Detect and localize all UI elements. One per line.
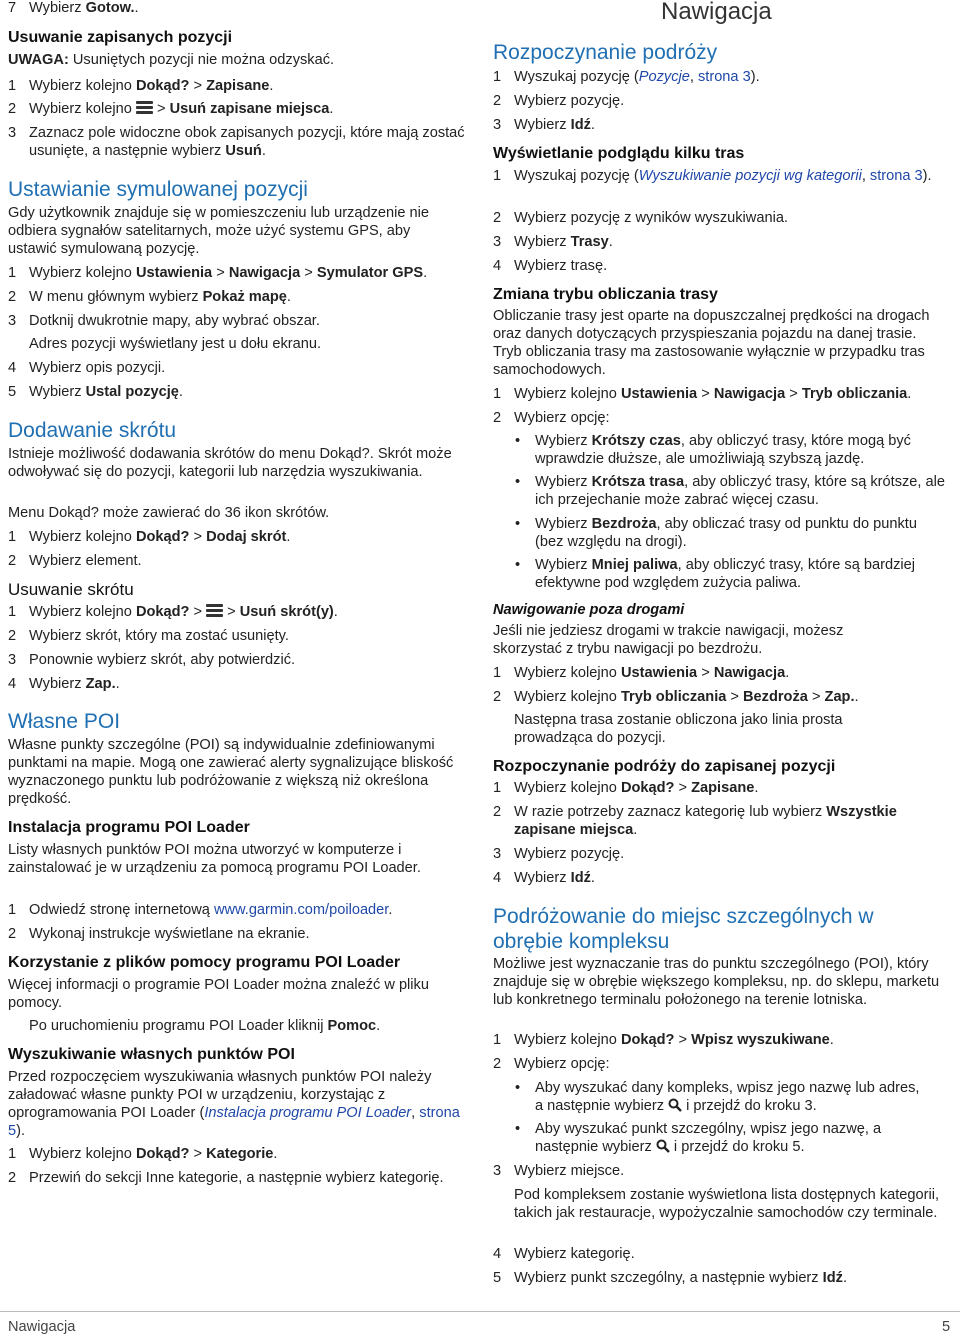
simulated-location-title: Ustawianie symulowanej pozycji: [8, 178, 308, 201]
start-trip-step-1: 1 Wyszukaj pozycję (Pozycje, strona 3).: [493, 69, 760, 85]
menu-icon: [136, 101, 153, 114]
category-search-link[interactable]: Wyszukiwanie pozycji wg kategorii: [638, 168, 862, 184]
venue-title: Podróżowanie do miejsc szczególnych w obrębie kompleksu: [493, 905, 874, 953]
page-header: Nawigacja: [661, 0, 772, 25]
saved-trip-step-1: 1 Wybierz kolejno Dokąd? > Zapisane.: [493, 780, 759, 796]
find-poi-text: Przed rozpoczęciem wyszukiwania własnych punktów POI należy załadować własne punkty POI w urządzeniu, korzystając z oprogramowania POI Loader (Instalacja programu POI Loader, strona 5).: [8, 1069, 460, 1139]
poi-install-step-2: 2 Wykonaj instrukcje wyświetlane na ekranie.: [8, 926, 310, 942]
remove-shortcut-step-1: 1 Wybierz kolejno Dokąd? > > Usuń skrót(y).: [8, 604, 338, 620]
positions-link[interactable]: Pozycje: [638, 69, 690, 85]
add-shortcut-limit: Menu Dokąd? może zawierać do 36 ikon skrótów.: [8, 505, 330, 521]
warning-note: UWAGA: Usuniętych pozycji nie można odzyskać.: [8, 52, 335, 68]
off-road-title: Nawigowanie poza drogami: [493, 602, 685, 618]
start-trip-step-2: 2 Wybierz pozycję.: [493, 93, 625, 109]
option-less-fuel: • Wybierz Mniej paliwa, aby obliczyć trasy, które są bardziej efektywne pod względem zużycia paliwa.: [515, 557, 915, 591]
off-road-note: Następna trasa zostanie obliczona jako linia prosta prowadząca do pozycji.: [514, 712, 843, 746]
menu-icon: [206, 604, 223, 617]
multi-route-step-4: 4 Wybierz trasę.: [493, 258, 608, 274]
poi-help-title: Korzystanie z plików pomocy programu POI Loader: [8, 954, 401, 971]
calc-mode-title: Zmiana trybu obliczania trasy: [493, 286, 718, 303]
add-shortcut-step-1: 1 Wybierz kolejno Dokąd? > Dodaj skrót.: [8, 529, 291, 545]
remove-shortcut-step-4: 4 Wybierz Zap..: [8, 676, 120, 692]
calc-mode-step-1: 1 Wybierz kolejno Ustawienia > Nawigacja > Tryb obliczania.: [493, 386, 912, 402]
footer-divider: [0, 1311, 960, 1312]
start-trip-title: Rozpoczynanie podróży: [493, 41, 718, 64]
simulated-step-5: 5 Wybierz Ustal pozycję.: [8, 384, 183, 400]
footer-page-number: 5: [942, 1319, 951, 1335]
off-road-step-2: 2 Wybierz kolejno Tryb obliczania > Bezdroża > Zap..: [493, 689, 859, 705]
remove-shortcut-title: Usuwanie skrótu: [8, 580, 134, 599]
venue-step-2: 2 Wybierz opcję:: [493, 1056, 610, 1072]
venue-step-3: 3 Wybierz miejsce.: [493, 1163, 625, 1179]
poi-loader-install-text: Listy własnych punktów POI można utworzyć w komputerze i zainstalować je w urządzeniu za pomocą programu POI Loader.: [8, 842, 421, 876]
page-3-link[interactable]: strona 3: [697, 69, 751, 85]
multi-route-step-2: 2 Wybierz pozycję z wyników wyszukiwania.: [493, 210, 788, 226]
simulated-step-1: 1 Wybierz kolejno Ustawienia > Nawigacja > Symulator GPS.: [8, 265, 428, 281]
footer-section: Nawigacja: [8, 1319, 76, 1335]
custom-poi-title: Własne POI: [8, 710, 121, 733]
start-trip-step-3: 3 Wybierz Idź.: [493, 117, 595, 133]
poi-help-instruction: Po uruchomieniu programu POI Loader kliknij Pomoc.: [29, 1018, 381, 1034]
find-poi-title: Wyszukiwanie własnych punktów POI: [8, 1046, 295, 1063]
simulated-step-3: 3 Dotknij dwukrotnie mapy, aby wybrać obszar.: [8, 313, 320, 329]
venue-step-5: 5 Wybierz punkt szczególny, a następnie wybierz Idź.: [493, 1270, 847, 1286]
multi-route-step-3: 3 Wybierz Trasy.: [493, 234, 613, 250]
saved-trip-step-4: 4 Wybierz Idź.: [493, 870, 595, 886]
option-off-road: • Wybierz Bezdroża, aby obliczać trasy od punktu do punktu (bez względu na drogi).: [515, 516, 917, 550]
saved-trip-step-3: 3 Wybierz pozycję.: [493, 846, 625, 862]
search-icon: [656, 1139, 670, 1153]
gotow-step: 7 Wybierz Gotow..: [8, 0, 139, 16]
add-shortcut-title: Dodawanie skrótu: [8, 419, 177, 442]
find-poi-step-2: 2 Przewiń do sekcji Inne kategorie, a następnie wybierz kategorię.: [8, 1170, 444, 1186]
off-road-text: Jeśli nie jedziesz drogami w trakcie nawigacji, możesz skorzystać z trybu nawigacji po bezdrożu.: [493, 623, 844, 657]
page-3-link[interactable]: strona 3: [869, 168, 923, 184]
venue-option-complex: • Aby wyszukać dany kompleks, wpisz jego nazwę lub adres, a następnie wybierz i przejdź do kroku 3.: [515, 1080, 920, 1114]
simulated-step-4: 4 Wybierz opis pozycji.: [8, 360, 166, 376]
custom-poi-text: Własne punkty szczególne (POI) są indywidualnie zdefiniowanymi punktami na mapie. Mogą one zawierać alerty sygnalizujące bliskość wyznaczonego punktu lub podróżowanie z większą niż określona prędkość.: [8, 737, 454, 807]
poi-loader-install-link[interactable]: Instalacja programu POI Loader: [204, 1105, 412, 1121]
calc-mode-text: Obliczanie trasy jest oparte na dopuszczalnej prędkości na drogach oraz danych dotyczących przyspieszania pojazdu na danej trasie. Tryb obliczania trasy ma zastosowanie wyłącznie w przypadku tras samochodowych.: [493, 308, 930, 378]
add-shortcut-text: Istnieje możliwość dodawania skrótów do menu Dokąd?. Skrót może odwoływać się do pozycji, kategorii lub narzędzia wyszukiwania.: [8, 446, 452, 480]
option-shorter-route: • Wybierz Krótsza trasa, aby obliczyć trasy, które są krótsze, ale ich przejechanie może zabrać więcej czasu.: [515, 474, 946, 508]
delete-saved-step-1: 1 Wybierz kolejno Dokąd? > Zapisane.: [8, 78, 274, 94]
venue-text: Możliwe jest wyznaczanie tras do punktu szczególnego (POI), który znajduje się w obrębie większego kompleksu, np. do sklepu, marketu lub konkretnego terminalu położonego na terenie lotniska.: [493, 956, 940, 1008]
poi-help-text: Więcej informacji o programie POI Loader można znaleźć w pliku pomocy.: [8, 977, 429, 1011]
saved-trip-step-2: 2 W razie potrzeby zaznacz kategorię lub wybierz Wszystkie zapisane miejsca.: [493, 804, 897, 838]
calc-mode-step-2: 2 Wybierz opcję:: [493, 410, 610, 426]
remove-shortcut-step-2: 2 Wybierz skrót, który ma zostać usunięty.: [8, 628, 289, 644]
simulated-step-2: 2 W menu głównym wybierz Pokaż mapę.: [8, 289, 291, 305]
saved-trip-title: Rozpoczynanie podróży do zapisanej pozycji: [493, 758, 836, 775]
search-icon: [668, 1098, 682, 1112]
poi-install-step-1: 1 Odwiedź stronę internetową www.garmin.com/poiloader.: [8, 902, 393, 918]
poi-loader-install-title: Instalacja programu POI Loader: [8, 819, 250, 836]
delete-saved-title: Usuwanie zapisanych pozycji: [8, 29, 233, 46]
delete-saved-step-3: 3 Zaznacz pole widoczne obok zapisanych pozycji, które mają zostać usunięte, a następnie wybierz Usuń.: [8, 125, 465, 159]
page-5-link[interactable]: strona 5: [8, 1105, 460, 1139]
multi-route-title: Wyświetlanie podglądu kilku tras: [493, 145, 745, 162]
simulated-location-text: Gdy użytkownik znajduje się w pomieszczeniu lub urządzenie nie odbiera sygnałów satelitarnych, może użyć systemu GPS, aby ustawić symulowaną pozycję.: [8, 205, 430, 257]
venue-step-3-note: Pod kompleksem zostanie wyświetlona lista dostępnych kategorii, takich jak restauracje, wypożyczalnie samochodów czy terminale.: [514, 1187, 940, 1221]
option-shorter-time: • Wybierz Krótszy czas, aby obliczyć trasy, które mogą być wprawdzie dłuższe, ale umożliwiają szybszą jazdę.: [515, 433, 911, 467]
multi-route-step-1: 1 Wyszukaj pozycję (Wyszukiwanie pozycji wg kategorii, strona 3).: [493, 168, 932, 184]
add-shortcut-step-2: 2 Wybierz element.: [8, 553, 142, 569]
garmin-link[interactable]: www.garmin.com/poiloader: [213, 902, 389, 918]
delete-saved-step-2: 2 Wybierz kolejno > Usuń zapisane miejsca.: [8, 101, 334, 117]
venue-step-1: 1 Wybierz kolejno Dokąd? > Wpisz wyszukiwane.: [493, 1032, 834, 1048]
remove-shortcut-step-3: 3 Ponownie wybierz skrót, aby potwierdzić.: [8, 652, 296, 668]
venue-option-poi: • Aby wyszukać punkt szczególny, wpisz jego nazwę, a następnie wybierz i przejdź do kroku 5.: [515, 1121, 882, 1155]
find-poi-step-1: 1 Wybierz kolejno Dokąd? > Kategorie.: [8, 1146, 278, 1162]
venue-step-4: 4 Wybierz kategorię.: [493, 1246, 635, 1262]
simulated-step-3-note: Adres pozycji wyświetlany jest u dołu ekranu.: [29, 336, 322, 352]
off-road-step-1: 1 Wybierz kolejno Ustawienia > Nawigacja.: [493, 665, 790, 681]
